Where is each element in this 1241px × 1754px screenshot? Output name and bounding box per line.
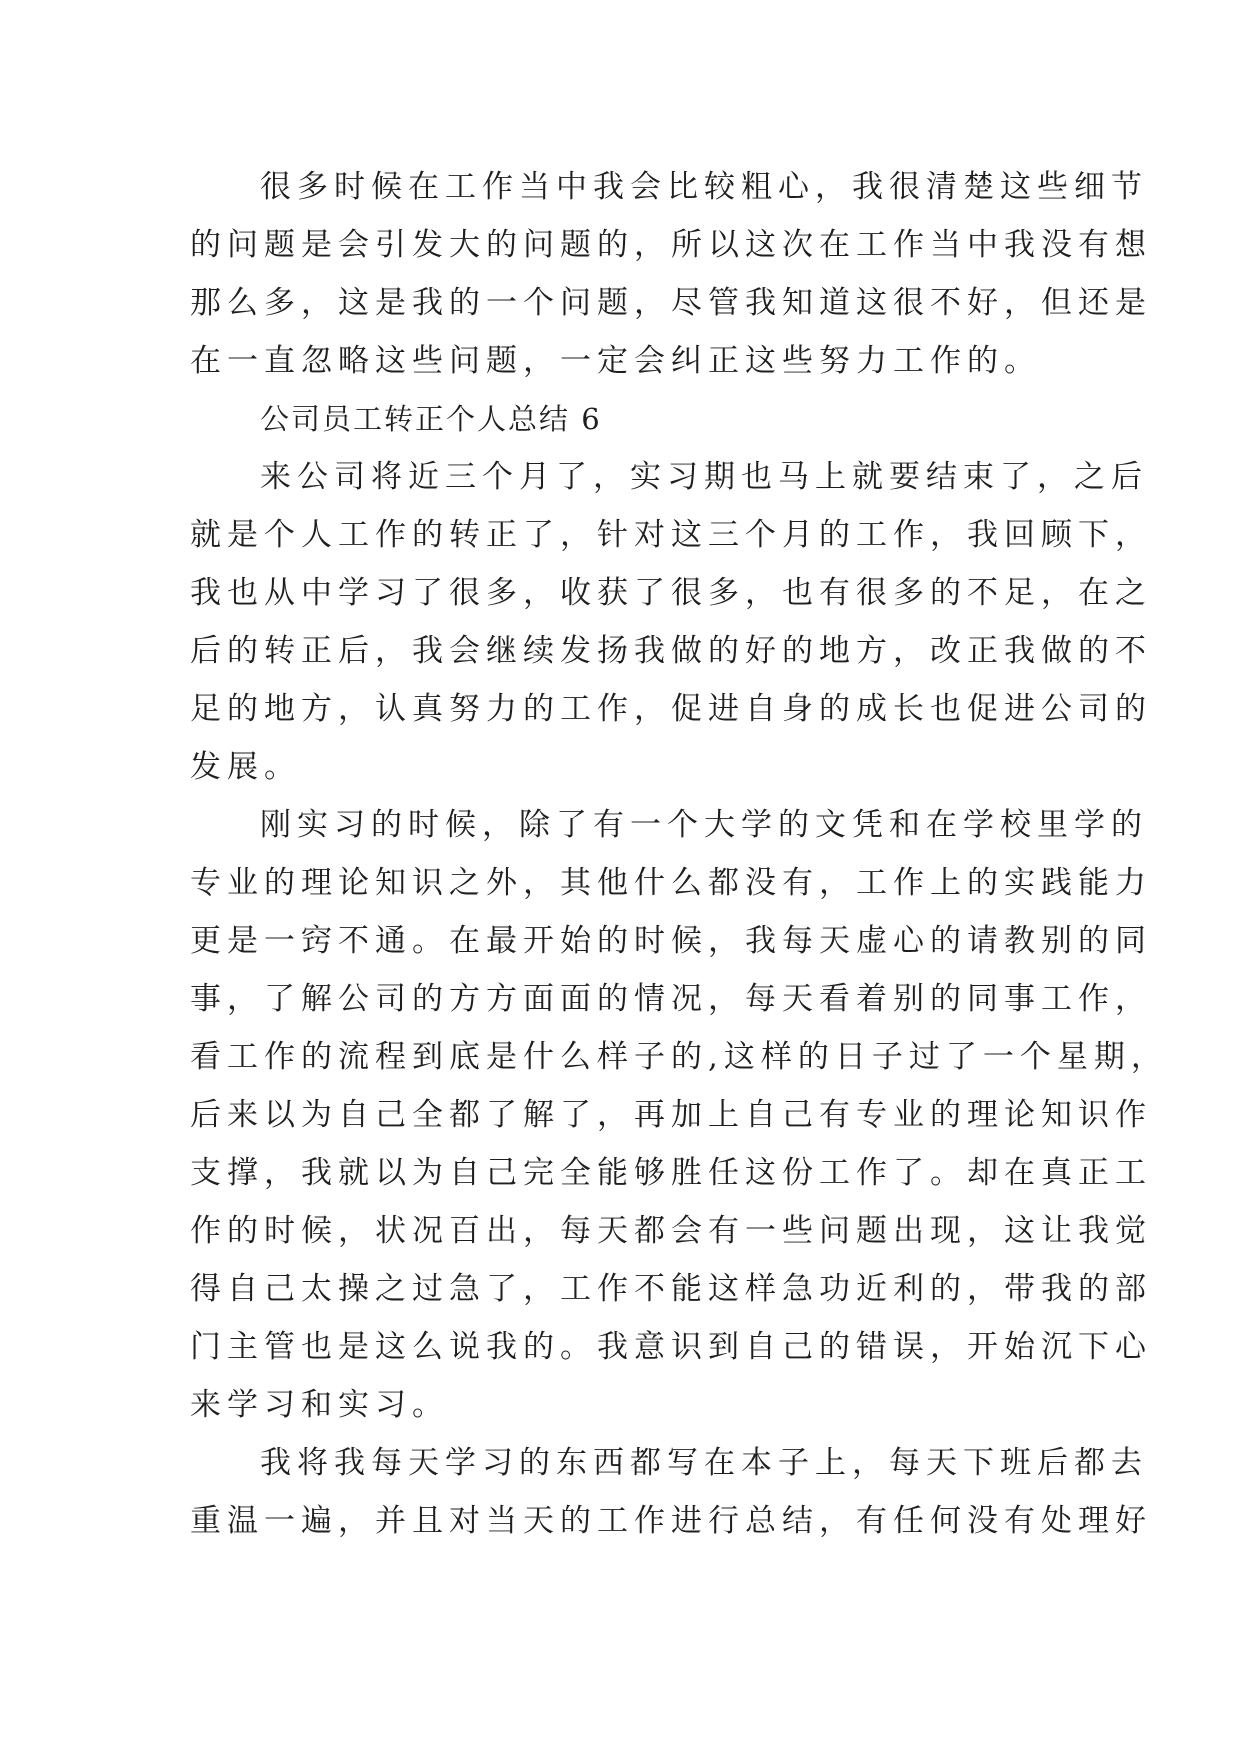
text-line: 发展。 bbox=[190, 749, 301, 785]
text-line: 事，了解公司的方方面面的情况，每天看着别的同事工作， bbox=[190, 981, 1152, 1017]
document-page bbox=[190, 158, 1168, 1550]
text-line: 的问题是会引发大的问题的，所以这次在工作当中我没有想 bbox=[190, 227, 1152, 263]
text-line: 来公司将近三个月了，实习期也马上就要结束了，之后 bbox=[260, 459, 1148, 495]
text-line: 刚实习的时候，除了有一个大学的文凭和在学校里学的 bbox=[260, 807, 1148, 843]
text-line: 支撑，我就以为自己完全能够胜任这份工作了。却在真正工 bbox=[190, 1155, 1152, 1191]
text-line: 在一直忽略这些问题，一定会纠正这些努力工作的。 bbox=[190, 343, 1041, 379]
text-line: 看工作的流程到底是什么样子的,这样的日子过了一个星期， bbox=[190, 1039, 1168, 1075]
text-line: 我将我每天学习的东西都写在本子上，每天下班后都去 bbox=[260, 1445, 1148, 1481]
text-line: 重温一遍，并且对当天的工作进行总结，有任何没有处理好 bbox=[190, 1503, 1152, 1539]
text-line: 专业的理论知识之外，其他什么都没有，工作上的实践能力 bbox=[190, 865, 1152, 901]
text-line: 就是个人工作的转正了，针对这三个月的工作，我回顾下， bbox=[190, 517, 1152, 553]
text-line: 作的时候，状况百出，每天都会有一些问题出现，这让我觉 bbox=[190, 1213, 1152, 1249]
section-heading: 公司员工转正个人总结 6 bbox=[260, 402, 602, 436]
text-line: 门主管也是这么说我的。我意识到自己的错误，开始沉下心 bbox=[190, 1329, 1152, 1365]
paragraph-4 bbox=[190, 1434, 1152, 1550]
text-line: 更是一窍不通。在最开始的时候，我每天虚心的请教别的同 bbox=[190, 923, 1152, 959]
text-line: 我也从中学习了很多，收获了很多，也有很多的不足，在之 bbox=[190, 575, 1152, 611]
paragraph-2 bbox=[190, 448, 1152, 796]
text-line: 后来以为自己全都了解了，再加上自己有专业的理论知识作 bbox=[190, 1097, 1152, 1133]
paragraph-1 bbox=[190, 158, 1152, 390]
text-line: 足的地方，认真努力的工作，促进自身的成长也促进公司的 bbox=[190, 691, 1152, 727]
text-line: 得自己太操之过急了，工作不能这样急功近利的，带我的部 bbox=[190, 1271, 1152, 1307]
paragraph-3 bbox=[190, 796, 1168, 1434]
text-line: 后的转正后，我会继续发扬我做的好的地方，改正我做的不 bbox=[190, 633, 1152, 669]
text-line: 那么多，这是我的一个问题，尽管我知道这很不好，但还是 bbox=[190, 285, 1152, 321]
text-line: 很多时候在工作当中我会比较粗心，我很清楚这些细节 bbox=[260, 169, 1148, 205]
text-line: 来学习和实习。 bbox=[190, 1387, 449, 1423]
